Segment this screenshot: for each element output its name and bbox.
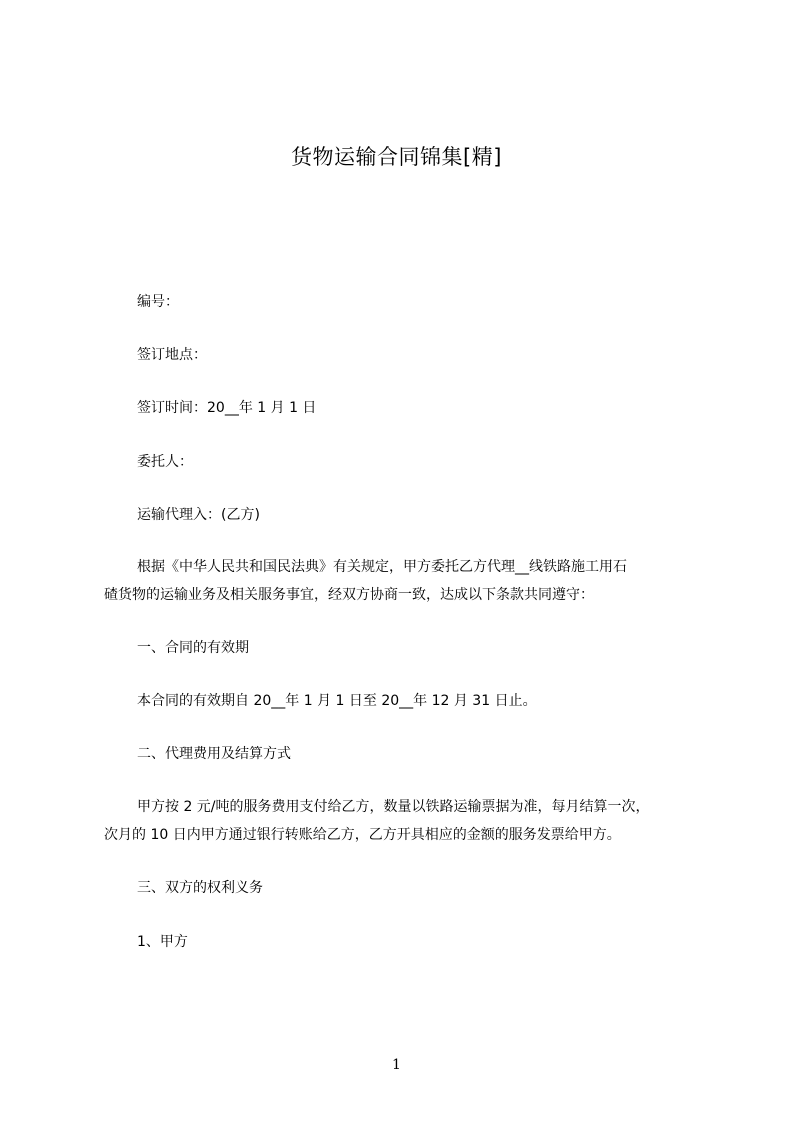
section-2-heading: 二、代理费用及结算方式 [137, 746, 291, 762]
section-3-sub-1: 1、甲方 [137, 934, 188, 950]
field-sign-place: 签订地点： [137, 347, 207, 363]
section-1-heading: 一、合同的有效期 [137, 640, 249, 656]
document-title: 货物运输合同锦集[精] [291, 145, 502, 169]
intro-line-1: 根据《中华人民共和国民法典》有关规定，甲方委托乙方代理__线铁路施工用石 [137, 559, 627, 575]
section-2-line-1: 甲方按 2 元/吨的服务费用支付给乙方，数量以铁路运输票据为准，每月结算一次， [137, 799, 650, 815]
section-3-heading: 三、双方的权利义务 [137, 880, 263, 896]
section-2-paragraph [104, 793, 704, 849]
intro-line-2: 碴货物的运输业务及相关服务事宜，经双方协商一致，达成以下条款共同遵守： [104, 587, 594, 603]
field-number: 编号： [137, 294, 179, 310]
field-sign-time: 签订时间：20__年 1 月 1 日 [137, 400, 317, 416]
field-client: 委托人： [137, 454, 193, 470]
intro-paragraph [104, 553, 704, 609]
section-1-text: 本合同的有效期自 20__年 1 月 1 日至 20__年 12 月 31 日止。 [137, 693, 537, 709]
page-number: 1 [392, 1057, 401, 1073]
section-2-line-2: 次月的 10 日内甲方通过银行转账给乙方，乙方开具相应的金额的服务发票给甲方。 [104, 827, 621, 843]
field-agent: 运输代理入：(乙方) [137, 507, 260, 523]
